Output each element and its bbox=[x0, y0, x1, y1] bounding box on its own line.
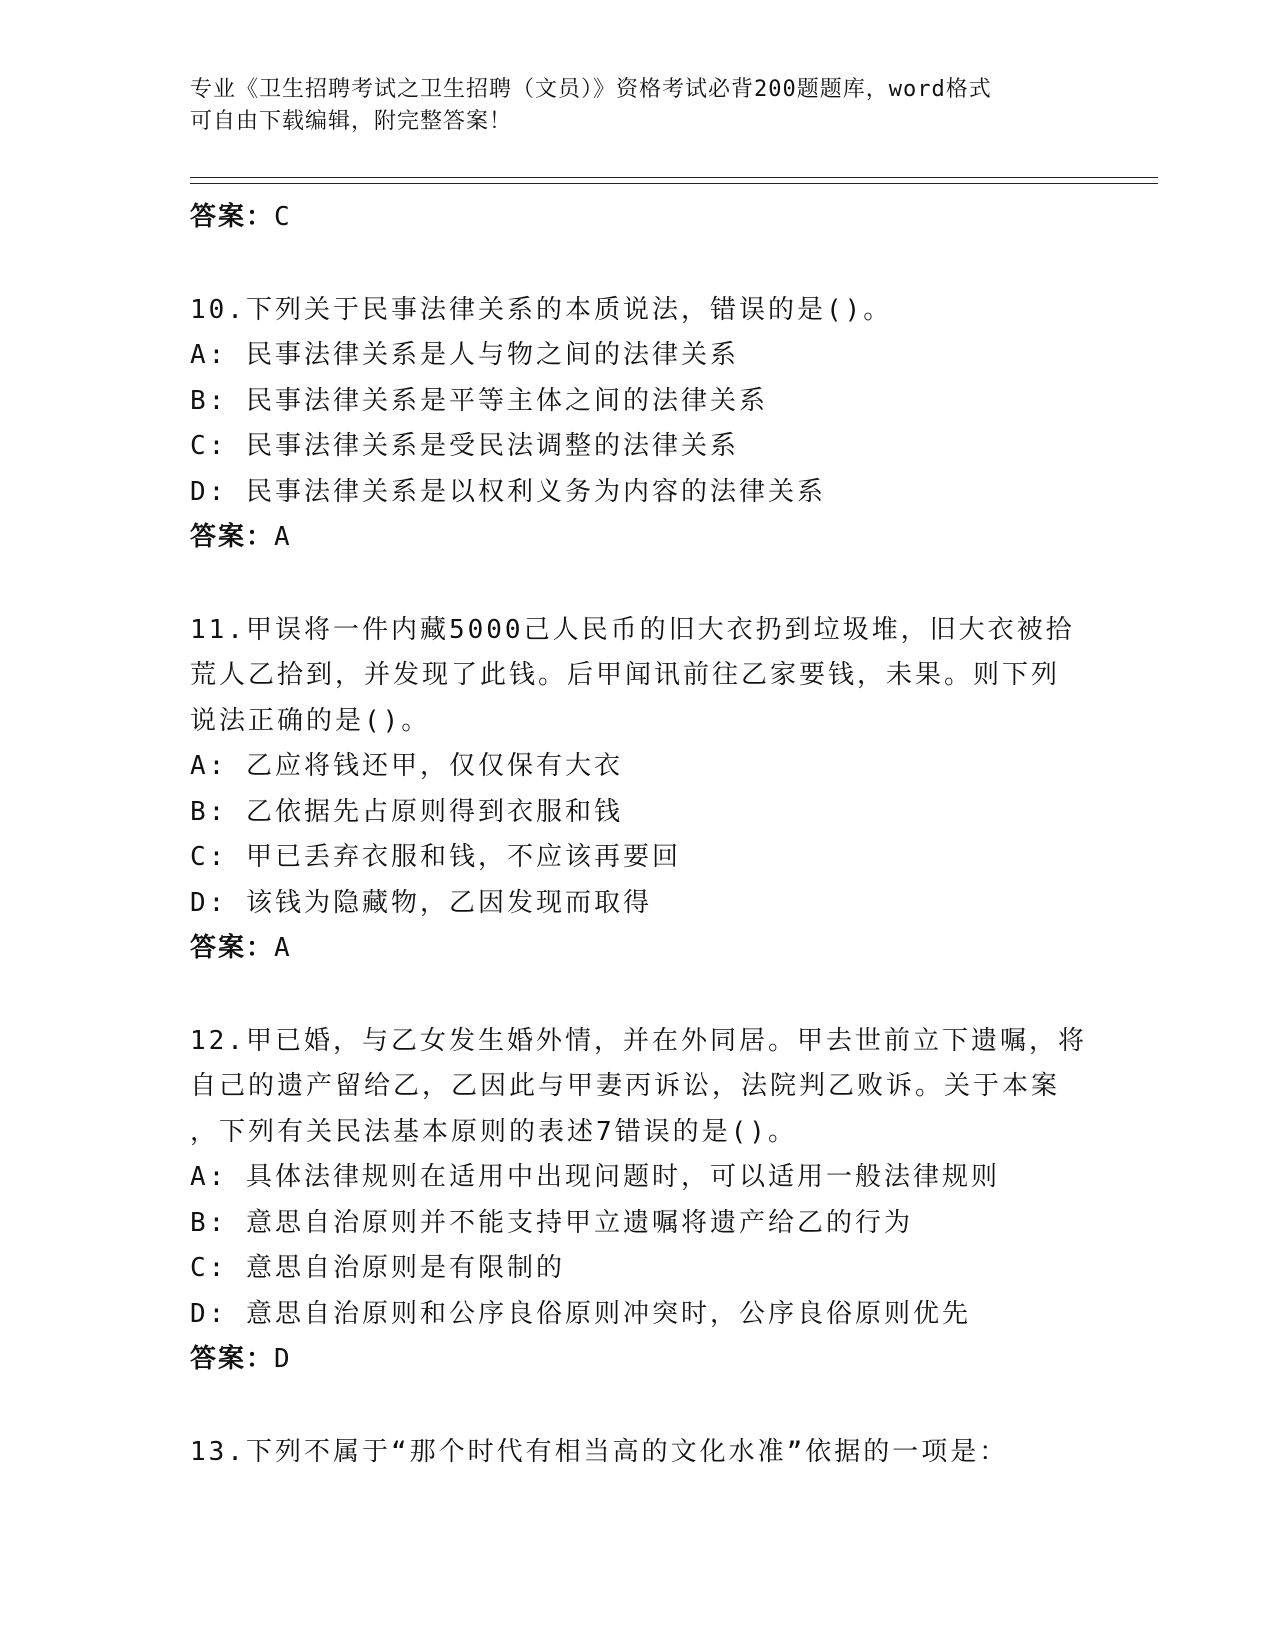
option-d: D: 民事法律关系是以权利义务为内容的法律关系 bbox=[190, 476, 826, 507]
answer-value: A bbox=[274, 933, 292, 963]
question-stem: 11.甲误将一件内藏5000己人民币的旧大衣扔到垃圾堆，旧大衣被拾 bbox=[190, 614, 1075, 645]
option-d: D: 意思自治原则和公序良俗原则冲突时，公序良俗原则优先 bbox=[190, 1298, 971, 1329]
question-stem: 说法正确的是()。 bbox=[190, 705, 431, 736]
answer-label: 答案： bbox=[190, 933, 275, 963]
option-c: C: 民事法律关系是受民法调整的法律关系 bbox=[190, 431, 739, 461]
answer-label: 答案： bbox=[190, 1344, 275, 1374]
question-item bbox=[190, 288, 1090, 561]
question-item bbox=[190, 608, 1090, 972]
header-divider bbox=[190, 177, 1158, 178]
option-a: A: 具体法律规则在适用中出现问题时，可以适用一般法律规则 bbox=[190, 1162, 1000, 1192]
answer-line bbox=[190, 926, 1090, 972]
question-item bbox=[190, 1019, 1090, 1383]
document-header bbox=[190, 74, 1090, 138]
answer-line bbox=[190, 515, 1090, 561]
option-c: C: 意思自治原则是有限制的 bbox=[190, 1253, 565, 1283]
question-stem: 10.下列关于民事法律关系的本质说法，错误的是()。 bbox=[190, 294, 893, 325]
answer-label: 答案： bbox=[190, 202, 275, 232]
option-b: B: 意思自治原则并不能支持甲立遗嘱将遗产给乙的行为 bbox=[190, 1207, 913, 1238]
question-item bbox=[190, 1430, 1090, 1476]
answer-label: 答案： bbox=[190, 522, 275, 552]
question-stem: 13.下列不属于“那个时代有相当高的文化水准”依据的一项是： bbox=[190, 1436, 1009, 1467]
header-line: 可自由下载编辑，附完整答案！ bbox=[190, 109, 513, 134]
answer-value: C bbox=[274, 202, 292, 232]
answer-value: A bbox=[274, 522, 292, 552]
option-b: B: 民事法律关系是平等主体之间的法律关系 bbox=[190, 385, 768, 416]
question-stem: 荒人乙拾到，并发现了此钱。后甲闻讯前往乙家要钱，未果。则下列 bbox=[190, 660, 1061, 690]
answer-value: D bbox=[274, 1344, 292, 1374]
answer-line bbox=[190, 195, 1090, 241]
option-a: A: 民事法律关系是人与物之间的法律关系 bbox=[190, 340, 739, 370]
header-line: 专业《卫生招聘考试之卫生招聘（文员）》资格考试必背200题题库，word格式 bbox=[190, 77, 992, 102]
option-a: A: 乙应将钱还甲，仅仅保有大衣 bbox=[190, 751, 623, 781]
question-list bbox=[190, 195, 1090, 1475]
answer-line bbox=[190, 1337, 1090, 1383]
option-b: B: 乙依据先占原则得到衣服和钱 bbox=[190, 796, 623, 827]
question-stem: ，下列有关民法基本原则的表述7错误的是()。 bbox=[190, 1116, 797, 1147]
option-c: C: 甲已丢弃衣服和钱，不应该再要回 bbox=[190, 842, 681, 872]
header-divider bbox=[190, 183, 1158, 184]
question-stem: 12.甲已婚，与乙女发生婚外情，并在外同居。甲去世前立下遗嘱，将 bbox=[190, 1025, 1087, 1056]
option-d: D: 该钱为隐藏物，乙因发现而取得 bbox=[190, 887, 652, 918]
question-stem: 自己的遗产留给乙，乙因此与甲妻丙诉讼，法院判乙败诉。关于本案 bbox=[190, 1071, 1061, 1101]
